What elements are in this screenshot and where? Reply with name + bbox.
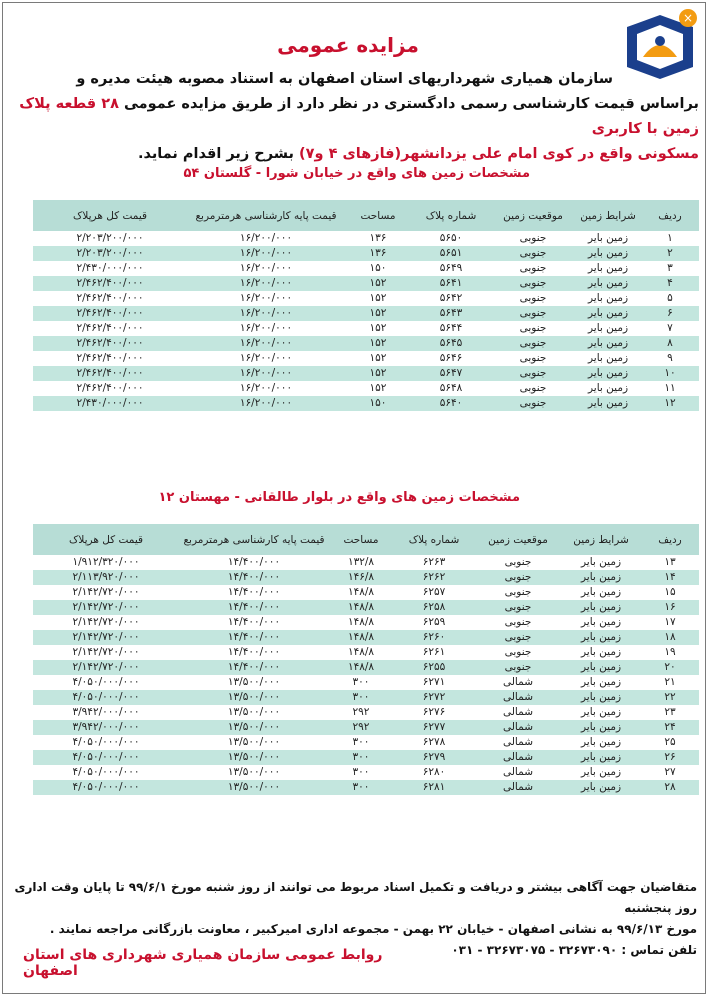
- table-cell: ۱۵۲: [369, 382, 387, 394]
- table-cell: ۴/۰۵۰/۰۰۰/۰۰۰: [33, 690, 179, 705]
- table-cell: جنوبی: [491, 396, 575, 411]
- table-cell: ۴: [641, 276, 699, 291]
- table-cell: شمالی: [502, 706, 534, 718]
- table-cell: جنوبی: [491, 246, 575, 261]
- table-cell: ۱۴۸/۸: [329, 630, 393, 645]
- table-cell: جنوبی: [491, 366, 575, 381]
- table-cell: شمالی: [502, 766, 534, 778]
- table-cell: زمین بایر: [587, 292, 629, 304]
- table-cell: ۱۴/۴۰۰/۰۰۰: [179, 600, 329, 615]
- table-cell: زمین بایر: [561, 570, 641, 585]
- table-cell: ۲۹۲: [329, 720, 393, 735]
- table-row: [33, 720, 699, 735]
- section2-title: مشخصات زمین های واقع در بلوار طالقانی - مهستان ۱۲: [158, 490, 520, 505]
- table-cell: ۱۵۰: [345, 396, 411, 411]
- table-cell: ۵۶۴۵: [411, 336, 491, 351]
- table-cell: جنوبی: [504, 556, 532, 568]
- table-cell: زمین بایر: [575, 396, 641, 411]
- table-row: [33, 615, 699, 630]
- table-cell: ۱۳/۵۰۰/۰۰۰: [179, 750, 329, 765]
- table-cell: زمین بایر: [587, 322, 629, 334]
- table-row: [33, 351, 699, 366]
- table-row: [33, 291, 699, 306]
- table-cell: ۱۵۲: [345, 336, 411, 351]
- table-cell: ۶۲۷۸: [422, 736, 446, 748]
- table-cell: ۱۴/۴۰۰/۰۰۰: [179, 570, 329, 585]
- table-row: [33, 306, 699, 321]
- table-row: [33, 570, 699, 585]
- table-cell: ۱۶: [641, 600, 699, 615]
- table-cell: جنوبی: [519, 262, 547, 274]
- table-cell: ۲/۴۶۲/۴۰۰/۰۰۰: [76, 382, 144, 394]
- table-row: [33, 261, 699, 276]
- table-row: [33, 321, 699, 336]
- table-cell: ۶۲۶۲: [393, 570, 475, 585]
- table-row: [33, 765, 699, 780]
- table-row: [33, 600, 699, 615]
- table-cell: زمین بایر: [575, 276, 641, 291]
- table-cell: ۱۶/۲۰۰/۰۰۰: [239, 352, 293, 364]
- table-cell: جنوبی: [475, 660, 561, 675]
- table-cell: ۱۴: [641, 570, 699, 585]
- column-header: موقعیت زمین: [475, 524, 561, 555]
- column-header: ردیف: [641, 524, 699, 555]
- table-cell: زمین بایر: [561, 720, 641, 735]
- table-row: [33, 780, 699, 795]
- column-header: قیمت پایه کارشناسی هرمترمربع: [187, 200, 345, 231]
- table-cell: ۲/۴۶۲/۴۰۰/۰۰۰: [33, 336, 187, 351]
- table-cell: ۱۴۸/۸: [347, 646, 375, 658]
- table-cell: جنوبی: [519, 352, 547, 364]
- column-header: شماره پلاک: [393, 524, 475, 555]
- table-cell: زمین بایر: [575, 246, 641, 261]
- column-header: موقعیت زمین: [491, 200, 575, 231]
- table-cell: ۲۸: [641, 780, 699, 795]
- table-row: [33, 276, 699, 291]
- table-cell: ۲: [641, 246, 699, 261]
- table-cell: ۳: [667, 262, 673, 274]
- table-row: [33, 336, 699, 351]
- table-cell: جنوبی: [519, 292, 547, 304]
- table-cell: ۱۶/۲۰۰/۰۰۰: [239, 382, 293, 394]
- table-cell: ۲/۲۰۳/۲۰۰/۰۰۰: [76, 232, 144, 244]
- table-cell: ۱۶/۲۰۰/۰۰۰: [187, 366, 345, 381]
- table-cell: زمین بایر: [580, 586, 622, 598]
- close-icon[interactable]: ×: [679, 9, 697, 27]
- table-cell: ۱۲: [641, 396, 699, 411]
- table-cell: جنوبی: [519, 232, 547, 244]
- table-cell: ۱۶/۲۰۰/۰۰۰: [187, 336, 345, 351]
- table-cell: ۱۱: [664, 382, 676, 394]
- table-cell: ۳۰۰: [329, 750, 393, 765]
- section2-table: [33, 524, 699, 795]
- table-cell: زمین بایر: [580, 676, 622, 688]
- table-cell: جنوبی: [491, 306, 575, 321]
- table-cell: ۱۵۲: [369, 322, 387, 334]
- table-cell: ۲/۴۶۲/۴۰۰/۰۰۰: [33, 366, 187, 381]
- table-cell: ۱۴/۴۰۰/۰۰۰: [227, 616, 281, 628]
- table-cell: ۱۴۸/۸: [347, 586, 375, 598]
- table-cell: ۶۲۸۱: [393, 780, 475, 795]
- table-cell: زمین بایر: [580, 766, 622, 778]
- table-cell: ۵۶۴۰: [411, 396, 491, 411]
- table-cell: زمین بایر: [561, 750, 641, 765]
- table-cell: ۲۹۲: [352, 706, 370, 718]
- table-cell: جنوبی: [491, 276, 575, 291]
- table-row: [33, 750, 699, 765]
- table-cell: ۶۲۵۵: [393, 660, 475, 675]
- table-cell: ۱۵۰: [369, 262, 387, 274]
- table-cell: زمین بایر: [580, 556, 622, 568]
- table-cell: ۱۴/۴۰۰/۰۰۰: [227, 646, 281, 658]
- table-cell: ۱۵۲: [369, 292, 387, 304]
- table-cell: شمالی: [475, 750, 561, 765]
- table-cell: ۱۵: [664, 586, 676, 598]
- table-cell: ۲/۲۰۳/۲۰۰/۰۰۰: [33, 246, 187, 261]
- table-cell: ۶۲۵۷: [422, 586, 446, 598]
- table-cell: جنوبی: [475, 630, 561, 645]
- table-cell: جنوبی: [519, 382, 547, 394]
- table-cell: ۸: [641, 336, 699, 351]
- table-cell: ۱۴/۴۰۰/۰۰۰: [179, 660, 329, 675]
- table-cell: ۱۶/۲۰۰/۰۰۰: [187, 306, 345, 321]
- table-cell: شمالی: [475, 780, 561, 795]
- table-cell: ۱۴۸/۸: [329, 660, 393, 675]
- table-row: [33, 246, 699, 261]
- table-cell: ۴/۰۵۰/۰۰۰/۰۰۰: [33, 780, 179, 795]
- column-header: شرایط زمین: [561, 524, 641, 555]
- table-cell: ۱۵۲: [345, 306, 411, 321]
- table-cell: ۱۳/۵۰۰/۰۰۰: [179, 690, 329, 705]
- table-row: [33, 630, 699, 645]
- table-cell: ۴/۰۵۰/۰۰۰/۰۰۰: [33, 750, 179, 765]
- table-cell: ۱/۹۱۲/۳۲۰/۰۰۰: [72, 556, 140, 568]
- table-cell: ۱۳/۵۰۰/۰۰۰: [227, 706, 281, 718]
- table-cell: ۶۲۷۹: [393, 750, 475, 765]
- table-cell: ۳۰۰: [329, 780, 393, 795]
- column-header: مساحت: [345, 200, 411, 231]
- table-cell: ۱۶/۲۰۰/۰۰۰: [239, 292, 293, 304]
- table-cell: ۱۴۶/۸: [329, 570, 393, 585]
- table-cell: شمالی: [502, 676, 534, 688]
- table-cell: ۳۰۰: [329, 690, 393, 705]
- table-row: [33, 735, 699, 750]
- table-cell: ۲/۴۳۰/۰۰۰/۰۰۰: [33, 396, 187, 411]
- table-cell: ۶۲۸۰: [422, 766, 446, 778]
- table-cell: ۵۶۴۱: [411, 276, 491, 291]
- table-cell: جنوبی: [504, 616, 532, 628]
- table-cell: ۲/۴۶۲/۴۰۰/۰۰۰: [76, 322, 144, 334]
- column-header: شرایط زمین: [575, 200, 641, 231]
- table-cell: ۳/۹۴۲/۰۰۰/۰۰۰: [72, 706, 140, 718]
- table-cell: جنوبی: [504, 586, 532, 598]
- table-cell: جنوبی: [504, 646, 532, 658]
- ad-title: مزایده عمومی: [277, 33, 419, 57]
- table-row: [33, 396, 699, 411]
- table-cell: ۲/۴۶۲/۴۰۰/۰۰۰: [76, 292, 144, 304]
- table-cell: ۱۶/۲۰۰/۰۰۰: [187, 396, 345, 411]
- table-cell: ۲/۱۴۲/۷۲۰/۰۰۰: [33, 660, 179, 675]
- column-header: ردیف: [641, 200, 699, 231]
- table-cell: ۹: [667, 352, 673, 364]
- table-cell: شمالی: [475, 720, 561, 735]
- column-header: قیمت پایه کارشناسی هرمترمربع: [179, 524, 329, 555]
- table-row: [33, 381, 699, 396]
- table-cell: زمین بایر: [561, 630, 641, 645]
- table-row: [33, 660, 699, 675]
- table-cell: ۱۳/۵۰۰/۰۰۰: [227, 766, 281, 778]
- table-cell: ۳/۹۴۲/۰۰۰/۰۰۰: [33, 720, 179, 735]
- column-header: قیمت کل هرپلاک: [33, 524, 179, 555]
- table-cell: ۵۶۴۹: [439, 262, 463, 274]
- signature: روابط عمومی سازمان همیاری شهرداری های استان اصفهان: [23, 947, 383, 979]
- table-cell: ۲/۱۱۳/۹۲۰/۰۰۰: [33, 570, 179, 585]
- table-cell: ۱۳/۵۰۰/۰۰۰: [227, 676, 281, 688]
- table-cell: ۱۷: [664, 616, 676, 628]
- table-cell: زمین بایر: [561, 780, 641, 795]
- table-cell: ۴/۰۵۰/۰۰۰/۰۰۰: [72, 676, 140, 688]
- table-cell: ۱۶/۲۰۰/۰۰۰: [239, 262, 293, 274]
- table-cell: زمین بایر: [587, 232, 629, 244]
- table-cell: زمین بایر: [580, 736, 622, 748]
- column-header: قیمت کل هرپلاک: [33, 200, 187, 231]
- table-cell: ۶۲۶۱: [422, 646, 446, 658]
- table-cell: ۱۶/۲۰۰/۰۰۰: [239, 322, 293, 334]
- table-cell: ۱۴۸/۸: [347, 616, 375, 628]
- table-cell: ۲/۴۶۲/۴۰۰/۰۰۰: [76, 352, 144, 364]
- table-cell: زمین بایر: [575, 336, 641, 351]
- table-cell: ۷: [667, 322, 673, 334]
- column-header: مساحت: [329, 524, 393, 555]
- table-cell: ۵۶۵۱: [411, 246, 491, 261]
- table-cell: ۱۸: [641, 630, 699, 645]
- table-cell: ۱۳۲/۸: [347, 556, 375, 568]
- table-cell: ۲/۴۶۲/۴۰۰/۰۰۰: [33, 276, 187, 291]
- table-cell: ۱۶/۲۰۰/۰۰۰: [187, 276, 345, 291]
- table-cell: ۳۰۰: [352, 736, 370, 748]
- column-header: شماره پلاک: [411, 200, 491, 231]
- table-cell: ۶۲۷۷: [393, 720, 475, 735]
- table-cell: ۱: [667, 232, 673, 244]
- table-cell: شمالی: [502, 736, 534, 748]
- table-row: [33, 675, 699, 690]
- table-cell: ۱۴/۴۰۰/۰۰۰: [179, 630, 329, 645]
- section1-table: [33, 200, 699, 411]
- table-cell: زمین بایر: [580, 706, 622, 718]
- table-cell: ۲۲: [641, 690, 699, 705]
- table-cell: ۶۲۵۹: [422, 616, 446, 628]
- table-row: [33, 366, 699, 381]
- table-cell: ۲/۱۴۲/۷۲۰/۰۰۰: [72, 616, 140, 628]
- table-cell: ۱۳: [664, 556, 676, 568]
- table-cell: ۱۶/۲۰۰/۰۰۰: [187, 246, 345, 261]
- table-cell: ۲۱: [664, 676, 676, 688]
- table-cell: ۲/۱۴۲/۷۲۰/۰۰۰: [72, 586, 140, 598]
- intro-paragraph: [13, 67, 699, 167]
- table-cell: زمین بایر: [587, 262, 629, 274]
- table-cell: ۲/۴۳۰/۰۰۰/۰۰۰: [76, 262, 144, 274]
- intro-line-1: سازمان همیاری شهرداریهای استان اصفهان به استناد مصوبه هیئت مدیره و: [76, 71, 613, 87]
- table-cell: ۲/۱۴۲/۷۲۰/۰۰۰: [33, 600, 179, 615]
- table-cell: ۱۴/۴۰۰/۰۰۰: [227, 556, 281, 568]
- table-cell: زمین بایر: [561, 600, 641, 615]
- table-cell: ۲/۴۶۲/۴۰۰/۰۰۰: [33, 306, 187, 321]
- table-cell: زمین بایر: [575, 306, 641, 321]
- table-cell: ۱۳/۵۰۰/۰۰۰: [179, 780, 329, 795]
- table-cell: ۲۰: [641, 660, 699, 675]
- table-cell: ۱۳/۵۰۰/۰۰۰: [227, 736, 281, 748]
- table-row: [33, 645, 699, 660]
- table-header-row: [33, 200, 699, 231]
- table-cell: ۲۶: [641, 750, 699, 765]
- table-cell: ۳۰۰: [352, 766, 370, 778]
- table-cell: جنوبی: [475, 570, 561, 585]
- table-cell: ۴/۰۵۰/۰۰۰/۰۰۰: [72, 766, 140, 778]
- table-cell: زمین بایر: [587, 382, 629, 394]
- table-cell: ۶۲۶۳: [422, 556, 446, 568]
- table-cell: ۵: [667, 292, 673, 304]
- table-cell: جنوبی: [519, 322, 547, 334]
- table-cell: ۵۶۴۷: [411, 366, 491, 381]
- table-cell: ۲/۱۴۲/۷۲۰/۰۰۰: [72, 646, 140, 658]
- table-cell: جنوبی: [475, 600, 561, 615]
- table-cell: ۶۲۵۸: [393, 600, 475, 615]
- table-cell: ۲۵: [664, 736, 676, 748]
- table-cell: ۵۶۴۶: [439, 352, 463, 364]
- table-cell: ۶۲۷۱: [422, 676, 446, 688]
- table-row: [33, 585, 699, 600]
- table-cell: ۵۶۴۸: [439, 382, 463, 394]
- table-cell: ۱۴/۴۰۰/۰۰۰: [227, 586, 281, 598]
- table-cell: زمین بایر: [580, 616, 622, 628]
- table-cell: ۱۴۸/۸: [329, 600, 393, 615]
- table-cell: ۱۳۶: [345, 246, 411, 261]
- table-cell: ۱۰: [641, 366, 699, 381]
- table-cell: زمین بایر: [561, 660, 641, 675]
- table-cell: ۵۶۵۰: [439, 232, 463, 244]
- table-cell: ۴/۰۵۰/۰۰۰/۰۰۰: [72, 736, 140, 748]
- table-cell: ۱۳/۵۰۰/۰۰۰: [179, 720, 329, 735]
- footer-line-1: متقاضیان جهت آگاهی بیشتر و دریافت و تکمیل اسناد مربوط می توانند از روز شنبه مورخ ۹۹/۶/۱ تا پایان وقت اداری روز پنجشنبه: [14, 880, 697, 915]
- table-cell: شمالی: [475, 690, 561, 705]
- newspaper-ad: [2, 2, 706, 994]
- table-cell: ۱۵۲: [345, 366, 411, 381]
- table-cell: ۲/۱۴۲/۷۲۰/۰۰۰: [33, 630, 179, 645]
- table-cell: ۳۰۰: [352, 676, 370, 688]
- table-header-row: [33, 524, 699, 555]
- table-cell: ۶: [641, 306, 699, 321]
- table-row: [33, 231, 699, 246]
- table-row: [33, 555, 699, 570]
- table-cell: جنوبی: [491, 336, 575, 351]
- section1-title: مشخصات زمین های واقع در خیابان شورا - گلستان ۵۴: [183, 166, 530, 181]
- table-cell: ۲۳: [664, 706, 676, 718]
- footer-line-2: مورخ ۹۹/۶/۱۳ به نشانی اصفهان - خیابان ۲۲ بهمن - مجموعه اداری امیرکبیر ، معاونت بازرگانی مراجعه نمایند .: [49, 922, 697, 936]
- table-cell: ۱۵۲: [345, 276, 411, 291]
- contact-phone: تلفن تماس : ۳۲۶۷۳۰۹۰ - ۳۲۶۷۳۰۷۵ - ۰۳۱: [451, 943, 697, 957]
- table-cell: ۶۲۷۶: [422, 706, 446, 718]
- table-cell: ۲۷: [664, 766, 676, 778]
- table-cell: ۵۶۴۲: [439, 292, 463, 304]
- table-cell: ۶۲۷۲: [393, 690, 475, 705]
- table-cell: ۱۹: [664, 646, 676, 658]
- table-row: [33, 690, 699, 705]
- intro-line-3: مسکونی واقع در کوی امام علی یزدانشهر(فازهای ۴ و۷) بشرح زیر اقدام نماید.: [137, 146, 699, 162]
- table-cell: زمین بایر: [587, 352, 629, 364]
- table-cell: زمین بایر: [561, 690, 641, 705]
- table-cell: ۵۶۴۳: [411, 306, 491, 321]
- table-cell: ۶۲۶۰: [393, 630, 475, 645]
- table-cell: ۱۶/۲۰۰/۰۰۰: [239, 232, 293, 244]
- table-cell: ۱۵۲: [369, 352, 387, 364]
- table-cell: ۵۶۴۴: [439, 322, 463, 334]
- table-cell: زمین بایر: [580, 646, 622, 658]
- table-cell: ۱۳۶: [369, 232, 387, 244]
- intro-line-2: براساس قیمت کارشناسی رسمی دادگستری در نظر دارد از طریق مزایده عمومی ۲۸ قطعه پلاک زمین با کاربری: [19, 96, 699, 137]
- table-row: [33, 705, 699, 720]
- table-cell: ۲۴: [641, 720, 699, 735]
- table-cell: زمین بایر: [575, 366, 641, 381]
